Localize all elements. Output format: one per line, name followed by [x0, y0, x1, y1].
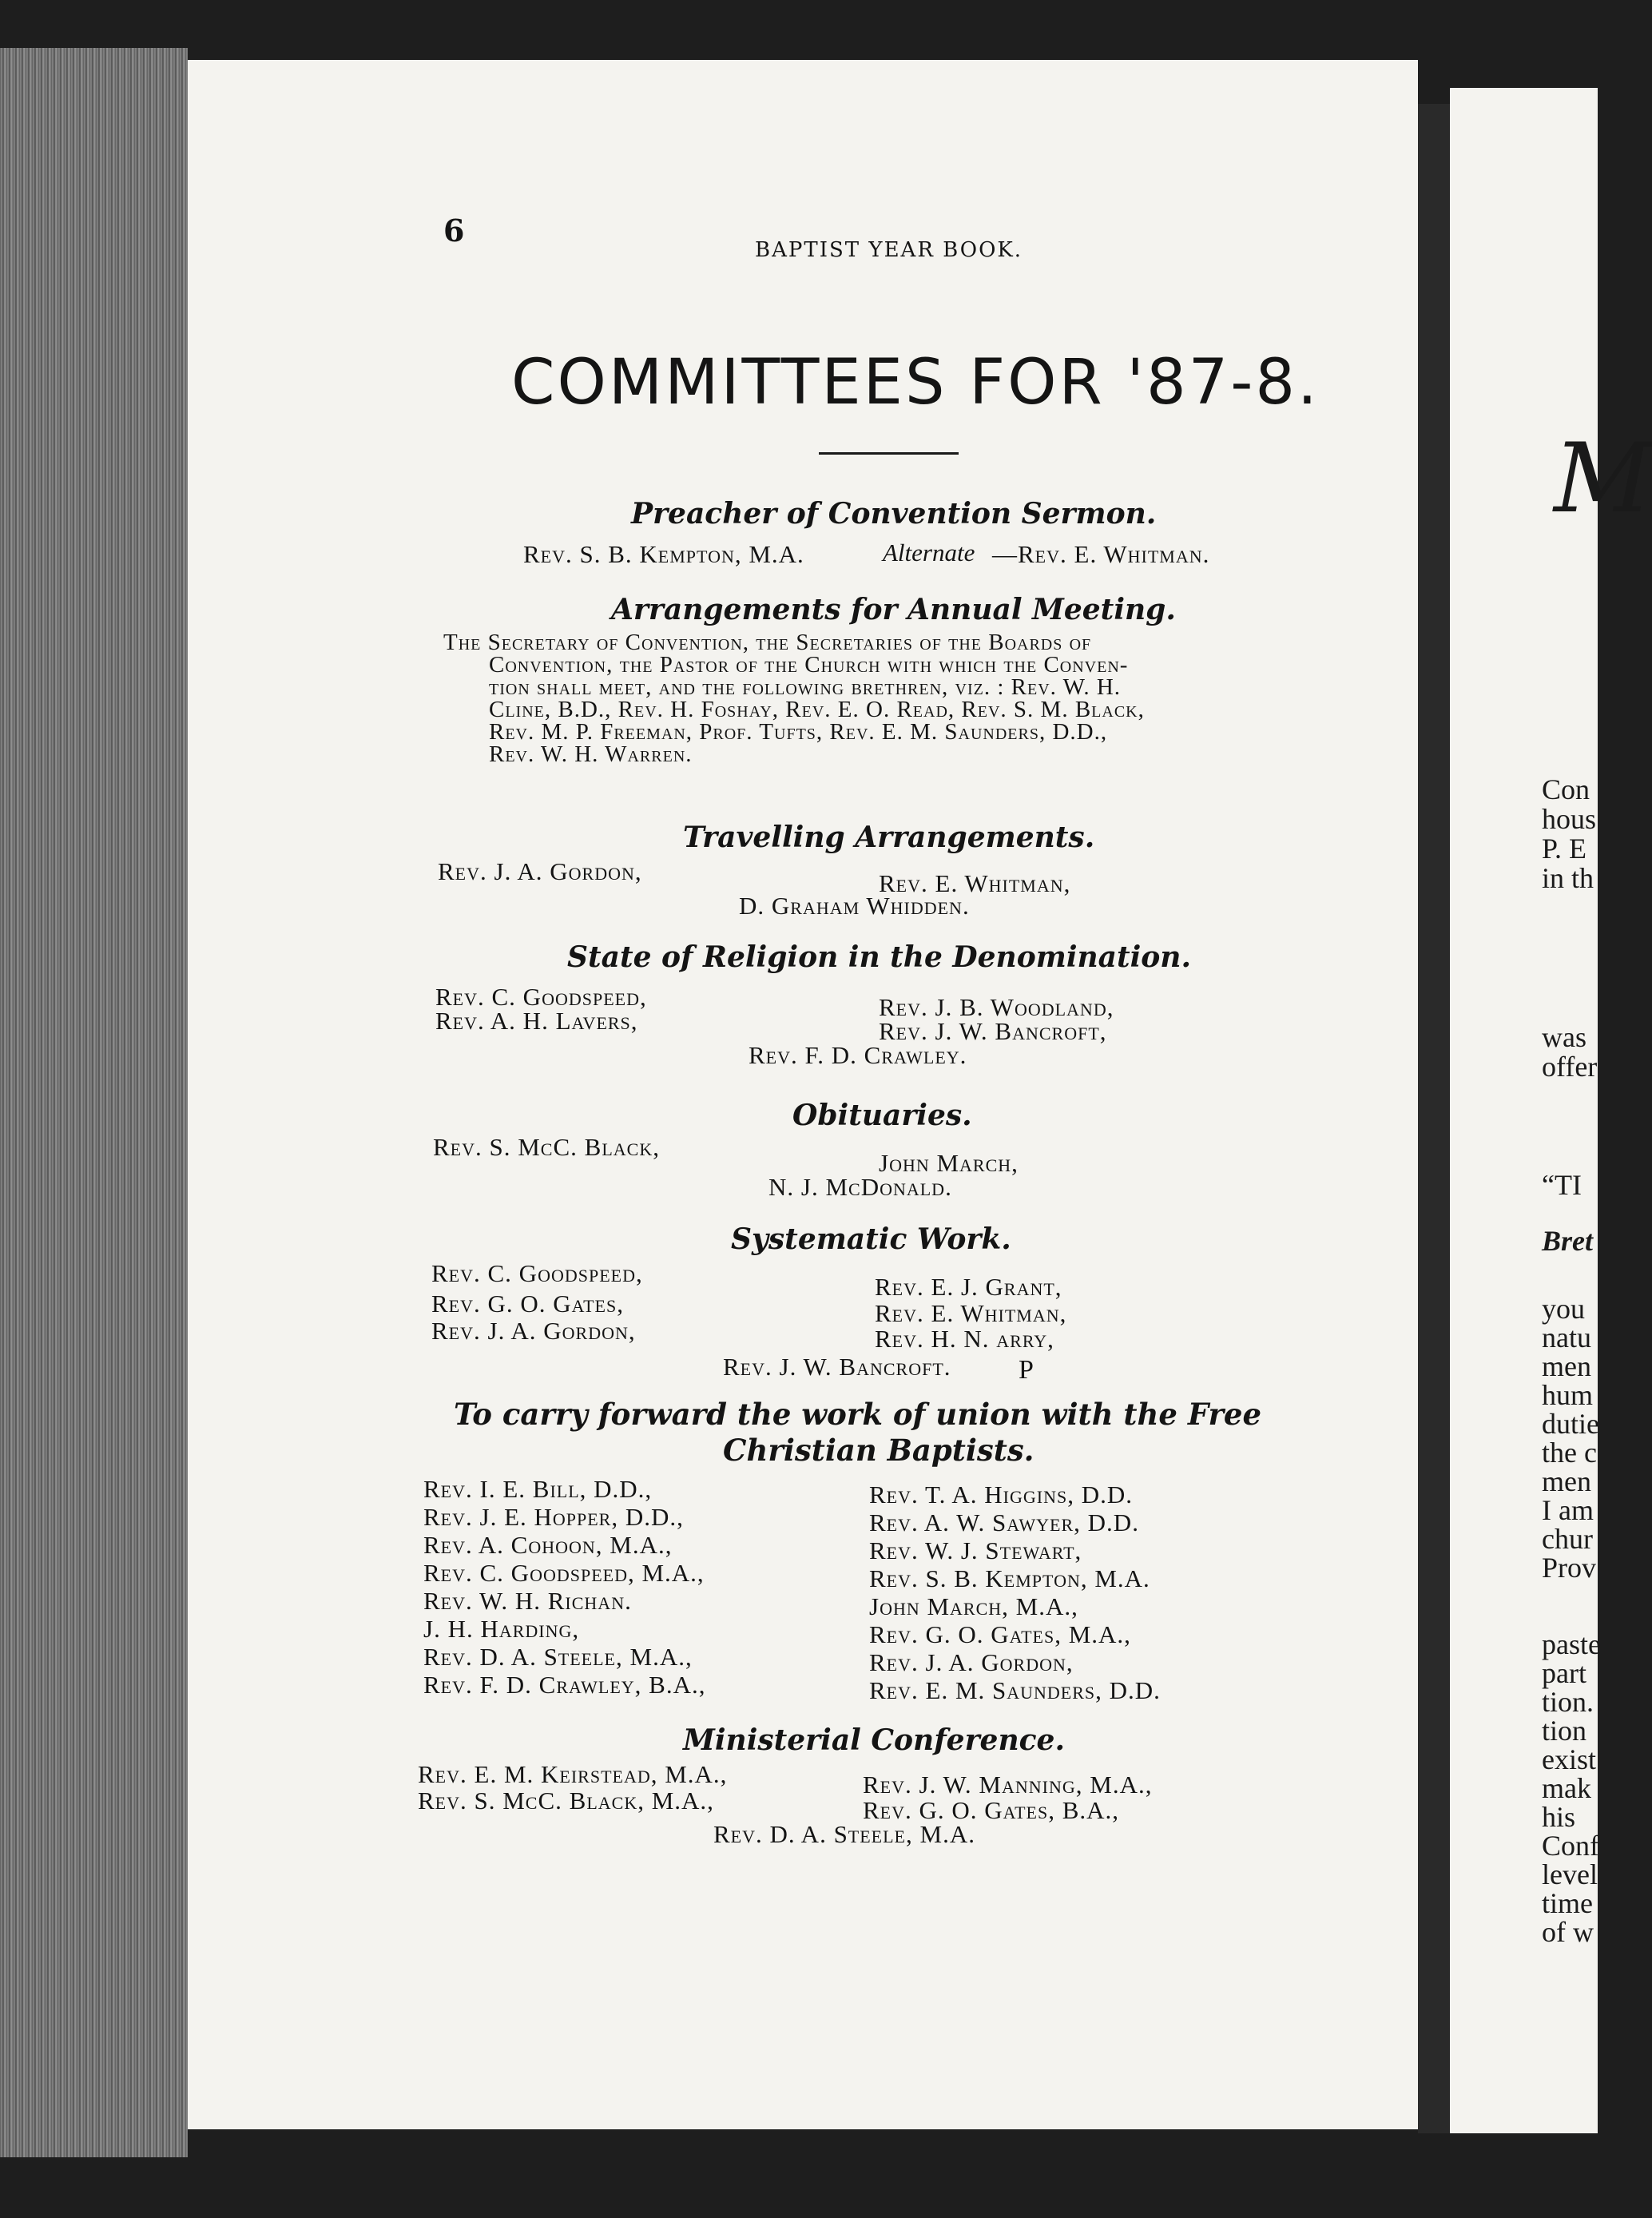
member-name: Rev. C. Goodspeed, [435, 983, 647, 1011]
member-name: Rev. J. A. Gordon, [438, 857, 642, 885]
member-name: Rev. S. McC. Black, M.A., [418, 1787, 714, 1815]
facing-page-text: tion [1542, 1715, 1587, 1747]
member-name: Rev. W. H. Richan. [423, 1587, 632, 1615]
member-name: Rev. A. W. Sawyer, D.D. [869, 1508, 1139, 1536]
member-name: Rev. F. D. Crawley. [749, 1041, 967, 1069]
facing-page-text: offer [1542, 1051, 1598, 1083]
member-name: Rev. J. E. Hopper, D.D., [423, 1503, 684, 1531]
facing-page-text: was [1542, 1021, 1586, 1053]
member-name: Rev. F. D. Crawley, B.A., [423, 1671, 706, 1699]
facing-page [1450, 88, 1652, 2133]
member-name: Rev. J. A. Gordon, [869, 1648, 1074, 1676]
member-name: Rev. H. N. arry, [875, 1325, 1054, 1353]
arrangements-line: The Secretary of Convention, the Secretaries of the Boards of [443, 630, 1092, 655]
facing-page-text: Prov [1542, 1552, 1597, 1584]
facing-page-text: the c [1542, 1437, 1597, 1469]
member-name: Rev. J. A. Gordon, [431, 1317, 636, 1345]
section-heading-religion: State of Religion in the Denomination. [567, 940, 1192, 974]
facing-page-text: dutie [1542, 1408, 1599, 1440]
member-name: Rev. E. Whitman, [879, 869, 1071, 897]
preacher-name: Rev. S. B. Kempton, M.A. [523, 540, 804, 568]
arrangements-line: Rev. W. H. Warren. [489, 741, 693, 767]
member-name: Rev. S. B. Kempton, M.A. [869, 1564, 1150, 1592]
member-name: Rev. D. A. Steele, M.A. [713, 1820, 975, 1848]
member-name: Rev. W. J. Stewart, [869, 1536, 1082, 1564]
section-heading-union-line2: Christian Baptists. [723, 1433, 1034, 1468]
member-name: Rev. G. O. Gates, M.A., [869, 1620, 1131, 1648]
arrangements-line: Convention, the Pastor of the Church with which the Conven- [489, 652, 1129, 678]
member-name: Rev. E. Whitman, [875, 1299, 1067, 1327]
section-heading-preacher: Preacher of Convention Sermon. [631, 497, 1157, 531]
member-name: Rev. G. O. Gates, B.A., [863, 1796, 1120, 1824]
facing-page-text: I am [1542, 1494, 1594, 1526]
member-name: Rev. C. Goodspeed, M.A., [423, 1559, 705, 1587]
section-heading-travelling: Travelling Arrangements. [683, 821, 1095, 854]
facing-page-text: you [1542, 1293, 1585, 1325]
member-name: Rev. C. Goodspeed, [431, 1259, 643, 1287]
facing-page-text: P. E [1542, 833, 1587, 865]
page-number: 6 [443, 213, 465, 248]
section-heading-obituaries: Obituaries. [792, 1099, 972, 1132]
facing-page-text: Con [1542, 773, 1590, 805]
member-name: Rev. E. J. Grant, [875, 1273, 1062, 1301]
alternate-label: Alternate [883, 539, 975, 566]
section-heading-union: To carry forward the work of union with the Free [454, 1397, 1262, 1432]
member-name: Rev. E. M. Keirstead, M.A., [418, 1760, 728, 1788]
member-name: Rev. T. A. Higgins, D.D. [869, 1481, 1133, 1508]
facing-page-text: chur [1542, 1523, 1593, 1555]
facing-page-text: time [1542, 1887, 1593, 1919]
member-name: J. H. Harding, [423, 1615, 580, 1643]
section-heading-systematic: Systematic Work. [731, 1222, 1011, 1256]
facing-page-text: exist [1542, 1743, 1596, 1775]
member-name: D. Graham Whidden. [739, 892, 970, 920]
facing-page-text: men [1542, 1465, 1591, 1497]
facing-page-text: tion. [1542, 1686, 1594, 1718]
facing-page-text: paste [1542, 1628, 1601, 1660]
member-name: Rev. A. Cohoon, M.A., [423, 1531, 673, 1559]
facing-page-text: of w [1542, 1916, 1594, 1948]
page-title: COMMITTEES FOR '87-8. [511, 347, 1320, 419]
facing-page-text: in th [1542, 862, 1594, 894]
facing-page-text: mak [1542, 1772, 1591, 1804]
member-name: Rev. J. W. Bancroft. [723, 1353, 951, 1381]
member-name: N. J. McDonald. [768, 1173, 952, 1201]
running-title: BAPTIST YEAR BOOK. [755, 238, 1023, 262]
member-name: Rev. D. A. Steele, M.A., [423, 1643, 693, 1671]
member-name: Rev. G. O. Gates, [431, 1290, 624, 1318]
section-heading-ministerial: Ministerial Conference. [683, 1723, 1065, 1757]
member-name: Rev. A. H. Lavers, [435, 1007, 638, 1035]
facing-page-text: men [1542, 1350, 1591, 1382]
member-name: Rev. S. McC. Black, [433, 1133, 660, 1161]
book-gutter [1418, 104, 1450, 2133]
member-name: Rev. J. W. Bancroft, [879, 1017, 1107, 1045]
member-name: Rev. J. B. Woodland, [879, 993, 1114, 1021]
arrangements-line: tion shall meet, and the following brethren, viz. : Rev. W. H. [489, 674, 1122, 700]
book-spine-edge [0, 48, 188, 2157]
facing-page-text: hous [1542, 803, 1597, 835]
facing-page-initial: M [1554, 423, 1652, 535]
facing-page-text: Bret [1542, 1225, 1594, 1257]
title-rule [819, 452, 959, 455]
facing-page-text: level [1542, 1858, 1598, 1890]
member-name: John March, M.A., [869, 1592, 1078, 1620]
arrangements-line: Rev. M. P. Freeman, Prof. Tufts, Rev. E. M. Saunders, D.D., [489, 719, 1108, 745]
facing-page-text: natu [1542, 1322, 1591, 1353]
facing-page-text: part [1542, 1657, 1586, 1689]
arrangements-line: Cline, B.D., Rev. H. Foshay, Rev. E. O. Read, Rev. S. M. Black, [489, 697, 1145, 722]
stray-mark: P [1019, 1355, 1034, 1385]
member-name: John March, [879, 1149, 1019, 1177]
section-heading-arrangements: Arrangements for Annual Meeting. [611, 593, 1176, 626]
facing-page-text: Conf [1542, 1830, 1599, 1862]
member-name: Rev. I. E. Bill, D.D., [423, 1475, 653, 1503]
facing-page-text: “TI [1542, 1169, 1582, 1201]
alternate-name: —Rev. E. Whitman. [992, 540, 1210, 568]
facing-page-text: hum [1542, 1379, 1594, 1411]
facing-page-text: his [1542, 1801, 1576, 1833]
member-name: Rev. E. M. Saunders, D.D. [869, 1676, 1161, 1704]
member-name: Rev. J. W. Manning, M.A., [863, 1771, 1153, 1799]
